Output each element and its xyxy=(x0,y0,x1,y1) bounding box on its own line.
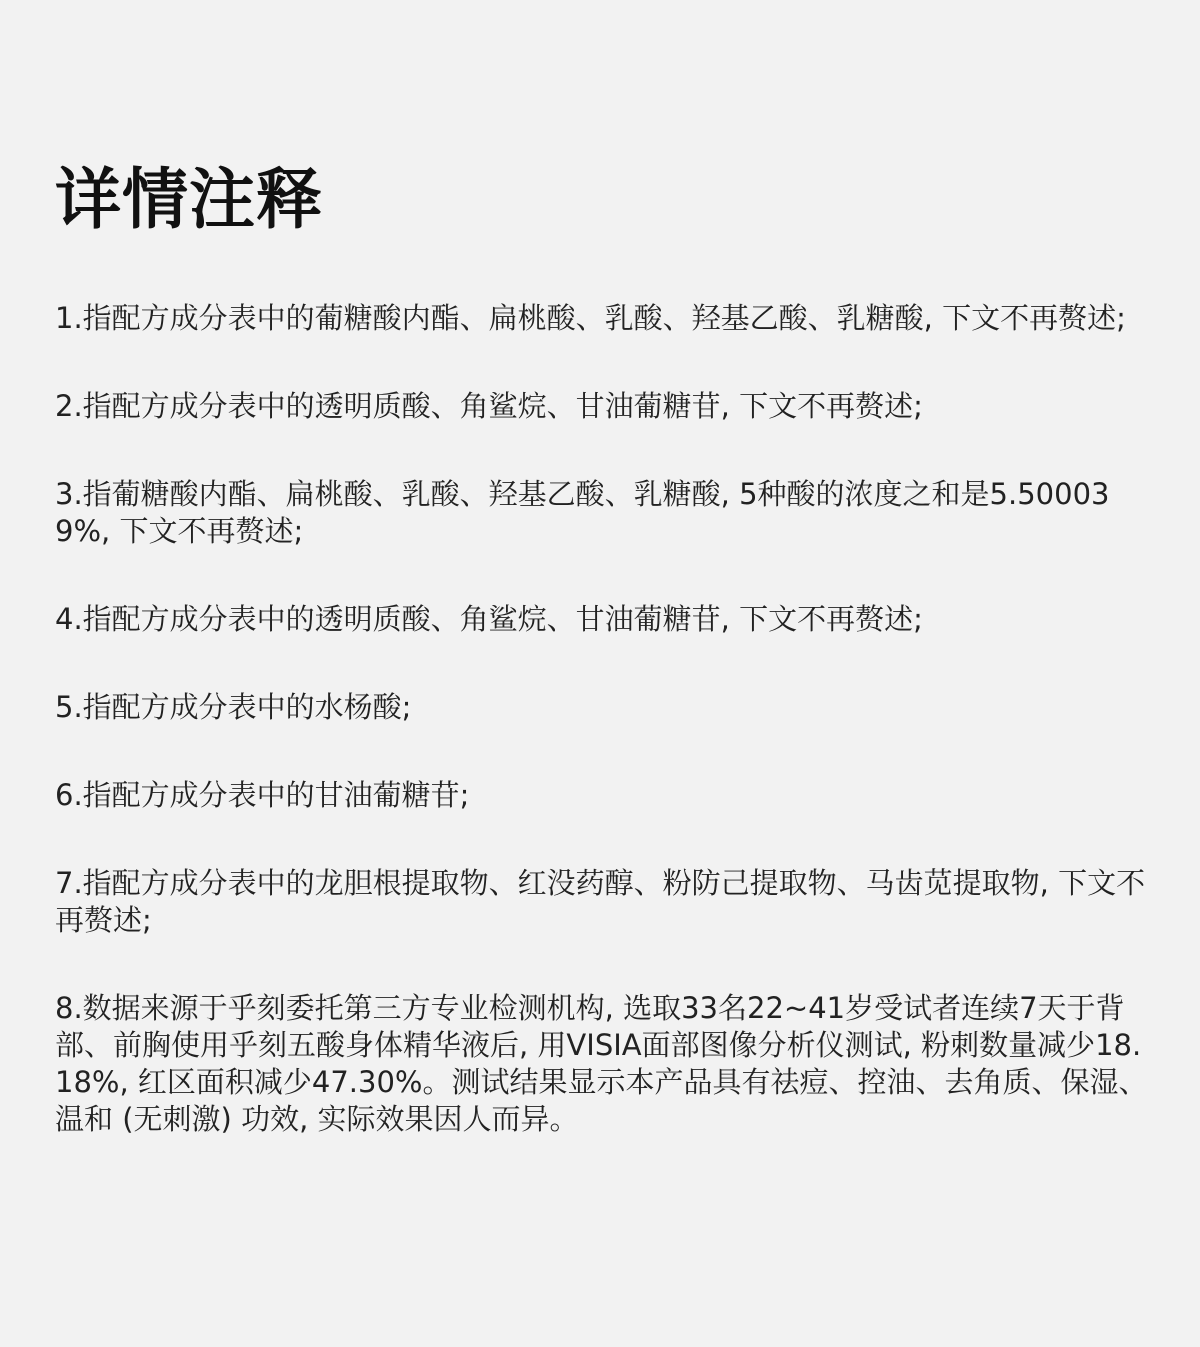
note-item: 5.指配方成分表中的水杨酸; xyxy=(55,690,412,724)
note-item: 8.数据来源于乎刻委托第三方专业检测机构, 选取33名22~41岁受试者连续7天于背部、前胸使用乎刻五酸身体精华液后, 用VISIA面部图像分析仪测试, 粉刺数量减少18.18%, 红区面积减少47.30%。测试结果显示本产品具有祛痘、控油、去角质、保湿、温和 (无刺激) 功效, 实际效果因人而异。 xyxy=(55,991,1148,1136)
note-item: 4.指配方成分表中的透明质酸、角鲨烷、甘油葡糖苷, 下文不再赘述; xyxy=(55,602,923,636)
notes-list xyxy=(55,300,1154,1138)
note-item: 3.指葡糖酸内酯、扁桃酸、乳酸、羟基乙酸、乳糖酸, 5种酸的浓度之和是5.500039%, 下文不再赘述; xyxy=(55,477,1110,548)
note-item: 1.指配方成分表中的葡糖酸内酯、扁桃酸、乳酸、羟基乙酸、乳糖酸, 下文不再赘述; xyxy=(55,301,1126,335)
note-item: 2.指配方成分表中的透明质酸、角鲨烷、甘油葡糖苷, 下文不再赘述; xyxy=(55,389,923,423)
note-item: 6.指配方成分表中的甘油葡糖苷; xyxy=(55,778,470,812)
page-title: 详情注释 xyxy=(55,161,323,238)
note-item: 7.指配方成分表中的龙胆根提取物、红没药醇、粉防己提取物、马齿苋提取物, 下文不再赘述; xyxy=(55,866,1146,937)
